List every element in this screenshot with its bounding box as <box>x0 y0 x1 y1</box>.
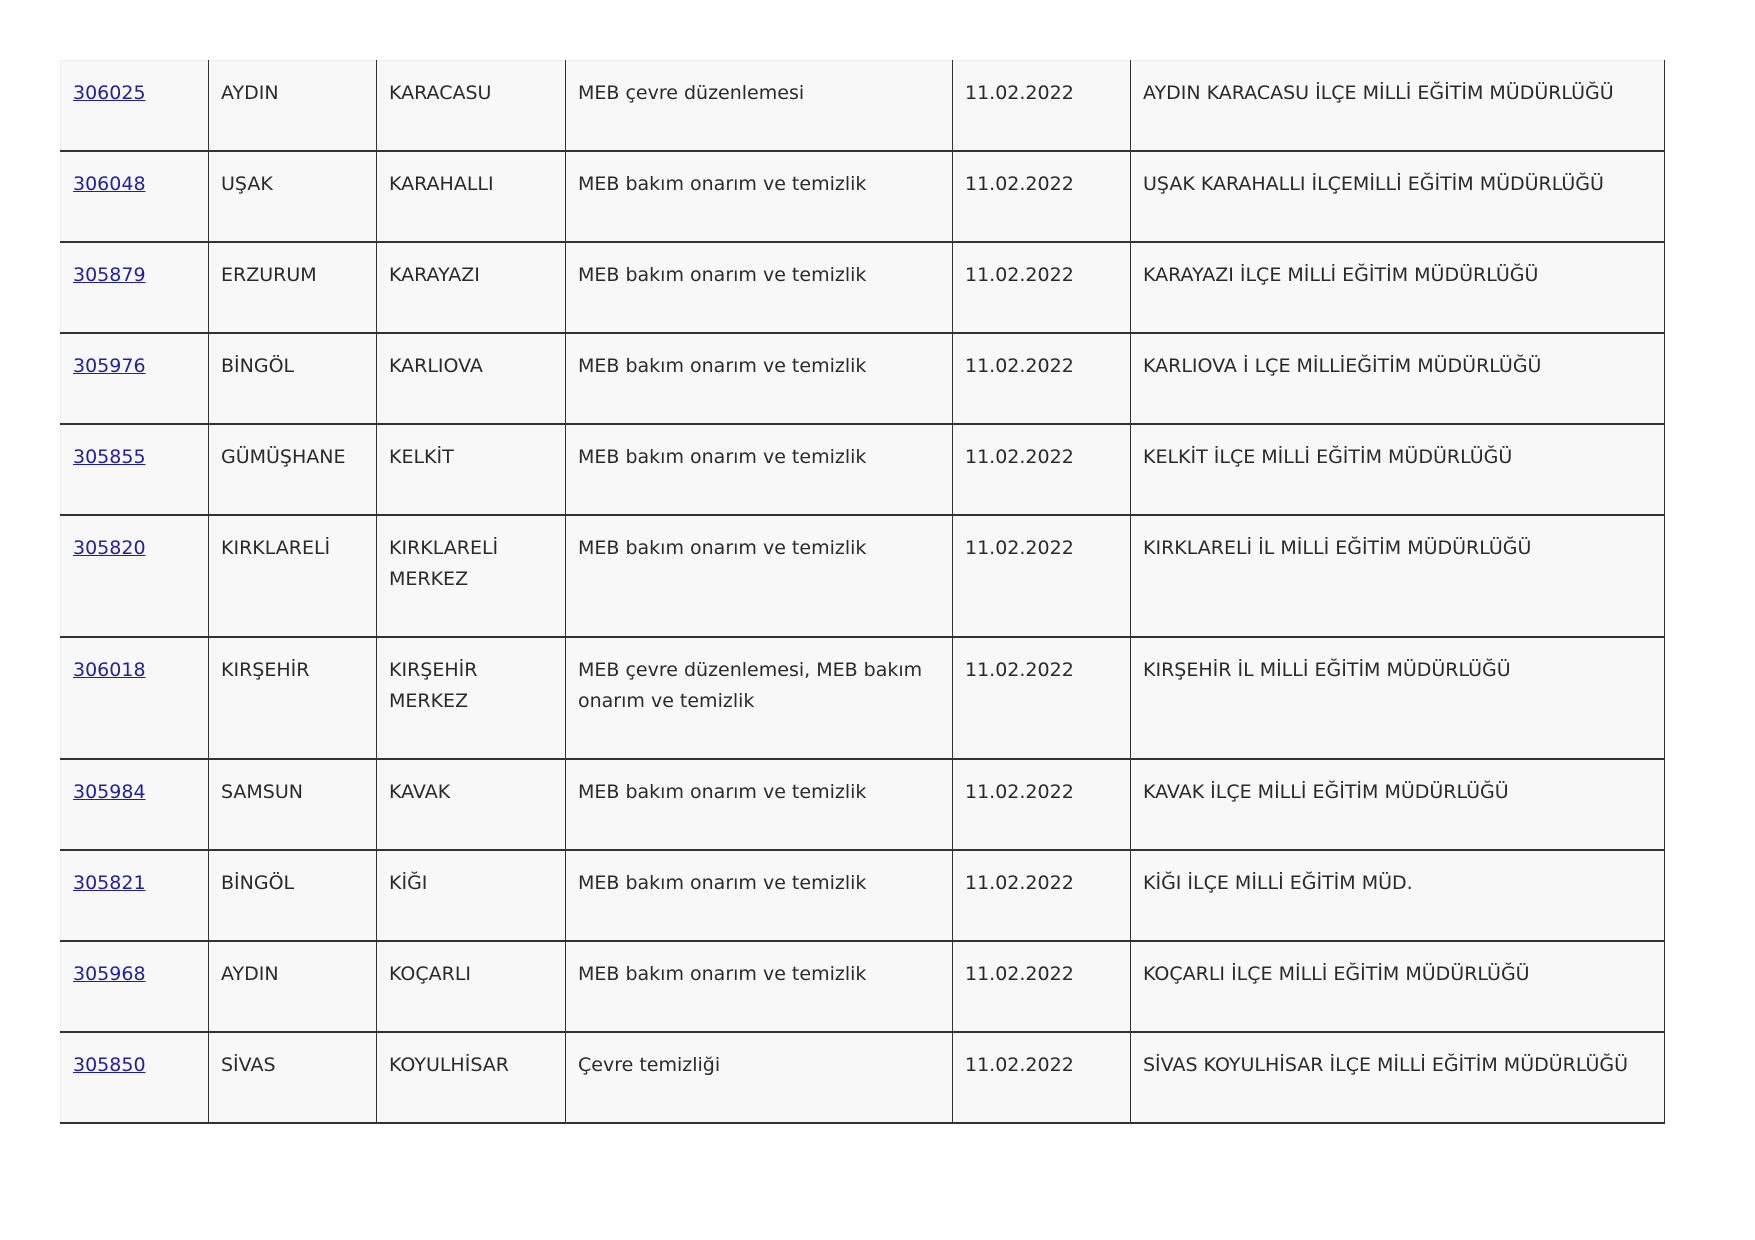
record-id-link[interactable]: 306025 <box>73 82 146 104</box>
listing-table-body <box>61 61 1665 1124</box>
province-cell: KIRŞEHİR <box>209 637 377 759</box>
date-cell: 11.02.2022 <box>953 1032 1131 1123</box>
id-cell <box>61 850 209 941</box>
record-id-link[interactable]: 305879 <box>73 264 146 286</box>
work-cell: MEB bakım onarım ve temizlik <box>566 424 953 515</box>
record-id-link[interactable]: 305968 <box>73 963 146 985</box>
province-cell: ERZURUM <box>209 242 377 333</box>
work-cell: MEB bakım onarım ve temizlik <box>566 333 953 424</box>
institution-cell: AYDIN KARACASU İLÇE MİLLİ EĞİTİM MÜDÜRLÜĞÜ <box>1131 61 1665 152</box>
institution-cell: SİVAS KOYULHİSAR İLÇE MİLLİ EĞİTİM MÜDÜRLÜĞÜ <box>1131 1032 1665 1123</box>
record-id-link[interactable]: 305820 <box>73 537 146 559</box>
institution-cell: KARAYAZI İLÇE MİLLİ EĞİTİM MÜDÜRLÜĞÜ <box>1131 242 1665 333</box>
province-cell: SAMSUN <box>209 759 377 850</box>
institution-cell: KARLIOVA İ LÇE MİLLİEĞİTİM MÜDÜRLÜĞÜ <box>1131 333 1665 424</box>
record-id-link[interactable]: 306048 <box>73 173 146 195</box>
table-row <box>61 759 1665 850</box>
date-cell: 11.02.2022 <box>953 61 1131 152</box>
district-cell: KARLIOVA <box>377 333 566 424</box>
date-cell: 11.02.2022 <box>953 424 1131 515</box>
institution-cell: KOÇARLI İLÇE MİLLİ EĞİTİM MÜDÜRLÜĞÜ <box>1131 941 1665 1032</box>
province-cell: BİNGÖL <box>209 850 377 941</box>
work-cell: MEB bakım onarım ve temizlik <box>566 151 953 242</box>
record-id-link[interactable]: 305821 <box>73 872 146 894</box>
province-cell: GÜMÜŞHANE <box>209 424 377 515</box>
institution-cell: KAVAK İLÇE MİLLİ EĞİTİM MÜDÜRLÜĞÜ <box>1131 759 1665 850</box>
province-cell: SİVAS <box>209 1032 377 1123</box>
id-cell <box>61 759 209 850</box>
work-cell: Çevre temizliği <box>566 1032 953 1123</box>
table-row <box>61 424 1665 515</box>
table-row <box>61 850 1665 941</box>
id-cell <box>61 61 209 152</box>
id-cell <box>61 1032 209 1123</box>
institution-cell: UŞAK KARAHALLI İLÇEMİLLİ EĞİTİM MÜDÜRLÜĞÜ <box>1131 151 1665 242</box>
district-cell: KARACASU <box>377 61 566 152</box>
record-id-link[interactable]: 306018 <box>73 659 146 681</box>
work-cell: MEB bakım onarım ve temizlik <box>566 759 953 850</box>
province-cell: UŞAK <box>209 151 377 242</box>
id-cell <box>61 941 209 1032</box>
institution-cell: KİĞI İLÇE MİLLİ EĞİTİM MÜD. <box>1131 850 1665 941</box>
date-cell: 11.02.2022 <box>953 759 1131 850</box>
id-cell <box>61 242 209 333</box>
table-row <box>61 61 1665 152</box>
work-cell: MEB çevre düzenlemesi, MEB bakım onarım ve temizlik <box>566 637 953 759</box>
district-cell: KOYULHİSAR <box>377 1032 566 1123</box>
record-id-link[interactable]: 305850 <box>73 1054 146 1076</box>
id-cell <box>61 424 209 515</box>
institution-cell: KELKİT İLÇE MİLLİ EĞİTİM MÜDÜRLÜĞÜ <box>1131 424 1665 515</box>
province-cell: KIRKLARELİ <box>209 515 377 637</box>
table-row <box>61 515 1665 637</box>
id-cell <box>61 637 209 759</box>
id-cell <box>61 515 209 637</box>
district-cell: KAVAK <box>377 759 566 850</box>
record-id-link[interactable]: 305855 <box>73 446 146 468</box>
district-cell: KOÇARLI <box>377 941 566 1032</box>
work-cell: MEB bakım onarım ve temizlik <box>566 941 953 1032</box>
date-cell: 11.02.2022 <box>953 151 1131 242</box>
table-row <box>61 941 1665 1032</box>
table-row <box>61 1032 1665 1123</box>
date-cell: 11.02.2022 <box>953 941 1131 1032</box>
id-cell <box>61 333 209 424</box>
work-cell: MEB bakım onarım ve temizlik <box>566 242 953 333</box>
table-row <box>61 151 1665 242</box>
work-cell: MEB çevre düzenlemesi <box>566 61 953 152</box>
district-cell: KARAHALLI <box>377 151 566 242</box>
work-cell: MEB bakım onarım ve temizlik <box>566 515 953 637</box>
institution-cell: KIRKLARELİ İL MİLLİ EĞİTİM MÜDÜRLÜĞÜ <box>1131 515 1665 637</box>
date-cell: 11.02.2022 <box>953 850 1131 941</box>
district-cell: KARAYAZI <box>377 242 566 333</box>
table-row <box>61 333 1665 424</box>
table-row <box>61 637 1665 759</box>
province-cell: AYDIN <box>209 941 377 1032</box>
work-cell: MEB bakım onarım ve temizlik <box>566 850 953 941</box>
listing-table <box>60 60 1665 1124</box>
province-cell: BİNGÖL <box>209 333 377 424</box>
district-cell: KIRKLARELİ MERKEZ <box>377 515 566 637</box>
district-cell: KELKİT <box>377 424 566 515</box>
record-id-link[interactable]: 305976 <box>73 355 146 377</box>
district-cell: KIRŞEHİR MERKEZ <box>377 637 566 759</box>
date-cell: 11.02.2022 <box>953 242 1131 333</box>
province-cell: AYDIN <box>209 61 377 152</box>
record-id-link[interactable]: 305984 <box>73 781 146 803</box>
id-cell <box>61 151 209 242</box>
institution-cell: KIRŞEHİR İL MİLLİ EĞİTİM MÜDÜRLÜĞÜ <box>1131 637 1665 759</box>
table-row <box>61 242 1665 333</box>
date-cell: 11.02.2022 <box>953 333 1131 424</box>
district-cell: KİĞI <box>377 850 566 941</box>
date-cell: 11.02.2022 <box>953 515 1131 637</box>
date-cell: 11.02.2022 <box>953 637 1131 759</box>
